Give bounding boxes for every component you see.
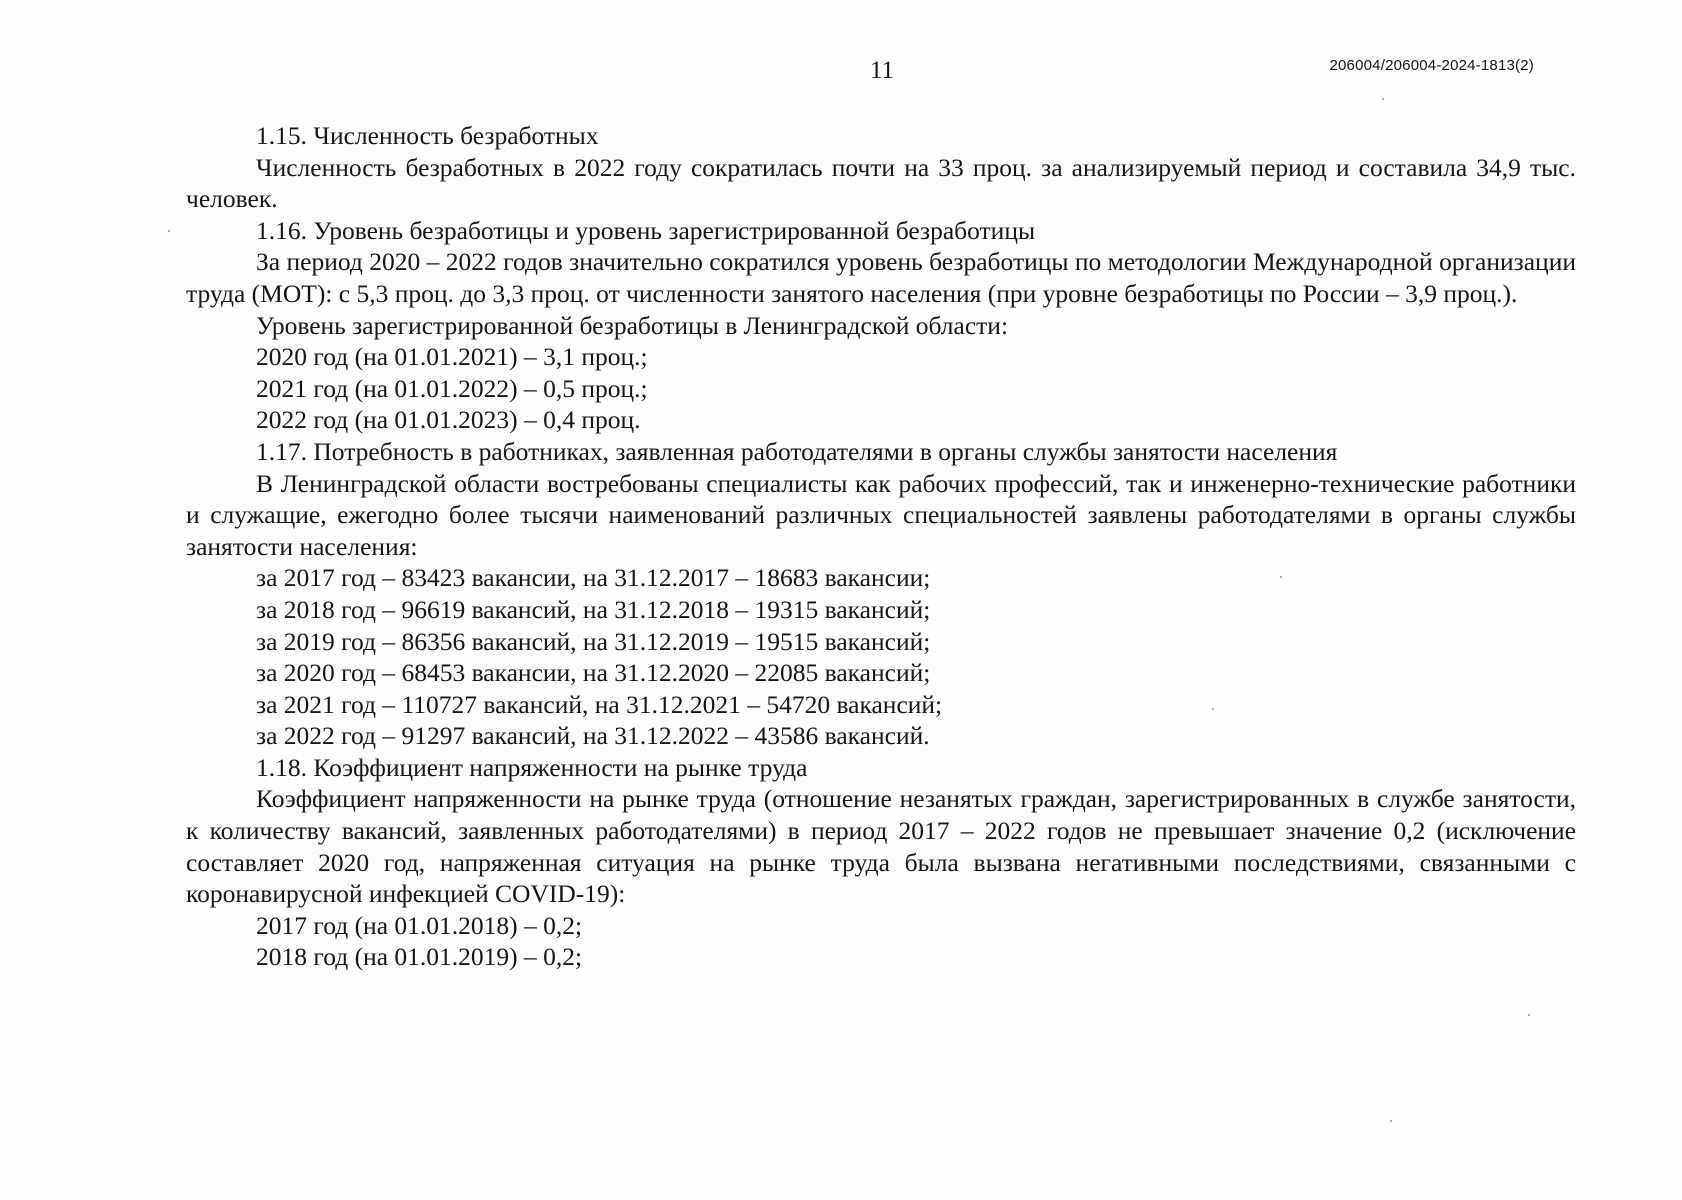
scan-speck: [1212, 708, 1214, 710]
document-id: 206004/206004-2024-1813(2): [1329, 57, 1534, 74]
vacancy-line: за 2018 год – 96619 вакансий, на 31.12.2018 – 19315 вакансий;: [256, 594, 931, 624]
vacancy-line: за 2017 год – 83423 вакансии, на 31.12.2017 – 18683 вакансии;: [256, 563, 931, 593]
vacancy-line: за 2020 год – 68453 вакансии, на 31.12.2020 – 22085 вакансий;: [256, 658, 931, 688]
tension-value-line: 2017 год (на 01.01.2018) – 0,2;: [256, 910, 583, 940]
paragraph-registered-intro: Уровень зарегистрированной безработицы в Ленинградской области:: [256, 310, 1009, 340]
page-number: 11: [869, 57, 895, 84]
scan-speck: [1390, 1120, 1392, 1122]
tension-value-line: 2018 год (на 01.01.2019) – 0,2;: [256, 942, 583, 972]
vacancy-line: за 2022 год – 91297 вакансий, на 31.12.2022 – 43586 вакансий.: [256, 721, 930, 751]
scan-speck: [1528, 1014, 1530, 1016]
document-body: [186, 120, 1576, 973]
section-heading-1-18: 1.18. Коэффициент напряженности на рынке труда: [256, 752, 808, 782]
scan-speck: [168, 230, 170, 232]
vacancy-line: за 2019 год – 86356 вакансий, на 31.12.2019 – 19515 вакансий;: [256, 626, 931, 656]
section-heading-1-16: 1.16. Уровень безработицы и уровень зарегистрированной безработицы: [256, 215, 1036, 245]
section-heading-1-15: 1.15. Численность безработных: [256, 121, 599, 150]
paragraph-unemployment-rate: За период 2020 – 2022 годов значительно сократился уровень безработицы по методологии Международной организации труда (МОТ): с 5,3 проц. до 3,3 проц. от численности занятого населения (при уровне безработицы по России – 3,9 проц.).: [186, 247, 1576, 308]
scan-speck: [1280, 576, 1282, 578]
registered-rate-line: 2022 год (на 01.01.2023) – 0,4 проц.: [256, 405, 641, 435]
registered-rate-line: 2020 год (на 01.01.2021) – 3,1 проц.;: [256, 342, 648, 372]
vacancy-line: за 2021 год – 110727 вакансий, на 31.12.2021 – 54720 вакансий;: [256, 689, 943, 719]
paragraph-unemployed-count: Численность безработных в 2022 году сократилась почти на 33 проц. за анализируемый период и составила 34,9 тыс. человек.: [186, 152, 1576, 214]
registered-rate-line: 2021 год (на 01.01.2022) – 0,5 проц.;: [256, 373, 648, 403]
scan-speck: [1382, 98, 1384, 100]
paragraph-tension-coefficient: Коэффициент напряженности на рынке труда (отношение незанятых граждан, зарегистрированных в службе занятости, к количеству вакансий, заявленных работодателями) в период 2017 – 2022 годов не превышает значение 0,2 (исключение составляет 2020 год, напряженная ситуация на рынке труда была вызвана негативными последствиями, связанными с коронавирусной инфекцией COVID-19):: [186, 784, 1576, 909]
section-heading-1-17: 1.17. Потребность в работниках, заявленная работодателями в органы службы занятости населения: [256, 436, 1338, 466]
paragraph-workforce-demand: В Ленинградской области востребованы специалисты как рабочих профессий, так и инженерно-технические работники и служащие, ежегодно более тысячи наименований различных специальностей заявлены работодателями в органы службы занятости населения:: [186, 468, 1576, 561]
